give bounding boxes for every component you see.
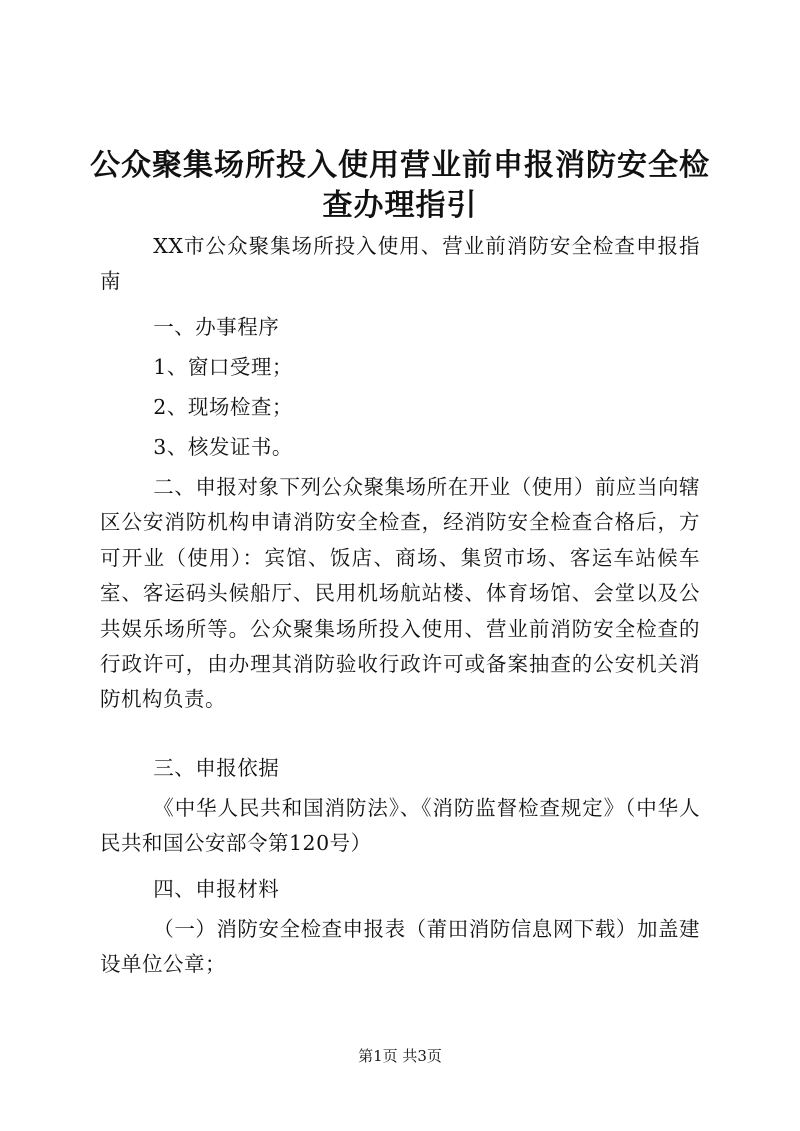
document-title-line-1: 公众聚集场所投入使用营业前申报消防安全检 — [90, 148, 710, 183]
materials-item-1: （一）消防安全检查申报表（莆田消防信息网下载）加盖建设单位公章； — [100, 917, 700, 977]
page-number-footer: 第1页 共3页 — [358, 1047, 442, 1065]
procedure-step-2: 2、现场检查； — [153, 395, 293, 419]
procedure-step-1: 1、窗口受理； — [153, 355, 293, 379]
applicant-scope-paragraph: 二、申报对象下列公众聚集场所在开业（使用）前应当向辖区公安消防机构申请消防安全检查，经消防安全检查合格后，方可开业（使用）：宾馆、饭店、商场、集贸市场、客运车站候车室、客运码头候船厅、民用机场航站楼、体育场馆、会堂以及公共娱乐场所等。公众聚集场所投入使用、营业前消防安全检查的行政许可，由办理其消防验收行政许可或备案抽查的公安机关消防机构负责。 — [100, 475, 700, 712]
intro-paragraph: XX市公众聚集场所投入使用、营业前消防安全检查申报指南 — [100, 234, 700, 294]
section-heading-materials: 四、申报材料 — [153, 877, 280, 901]
legal-basis-paragraph: 《中华人民共和国消防法》、《消防监督检查规定》（中华人民共和国公安部令第120号） — [100, 796, 700, 856]
document-title-line-2: 查办理指引 — [322, 188, 478, 223]
section-heading-procedure: 一、办事程序 — [153, 315, 280, 339]
section-heading-basis: 三、申报依据 — [153, 756, 280, 780]
procedure-step-3: 3、核发证书。 — [153, 435, 293, 459]
